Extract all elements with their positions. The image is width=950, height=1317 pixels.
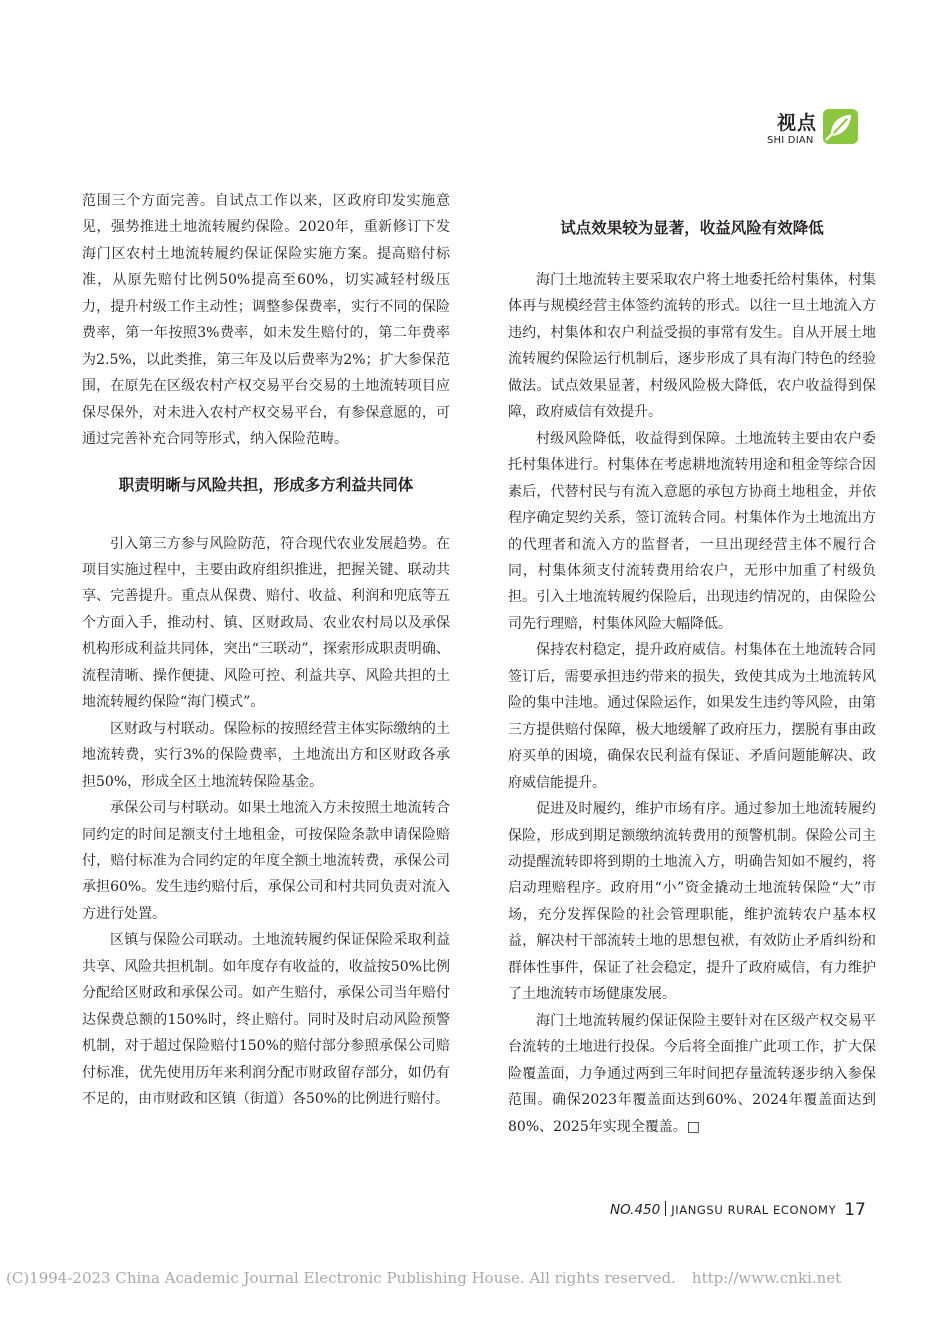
copyright-text: (C)1994-2023 China Academic Journal Electronic Publishing House. All rights reserved. <box>6 1269 676 1287</box>
page-number: 17 <box>844 1200 866 1220</box>
paragraph: 区镇与保险公司联动。土地流转履约保证保险采取利益共享、风险共担机制。如年度存有收益的，收益按50%比例分配给区财政和承保公司。如产生赔付，承保公司当年赔付达保费总额的150%时，终止赔付。同时及时启动风险预警机制，对于超过保险赔付150%的赔付部分参照承保公司赔付标准，优先使用历年来利润分配市财政留存部分，如仍有不足的，由市财政和区镇（街道）各50%的比例进行赔付。 <box>82 932 450 1108</box>
footer-divider <box>665 1201 666 1216</box>
paragraph: 促进及时履约，维护市场有序。通过参加土地流转履约保险，形成到期足额缴纳流转费用的预警机制。保险公司主动提醒流转即将到期的土地流入方，明确告知如不履约，将启动理赔程序。政府用“小”资金撬动土地流转保险“大”市场，充分发挥保险的社会管理职能，维护流转农户基本权益，解决村干部流转土地的思想包袱，有效防止矛盾纠纷和群体性事件，保证了社会稳定，提升了政府威信，有力维护了土地流转市场健康发展。 <box>508 801 876 1003</box>
paragraph: 引入第三方参与风险防范，符合现代农业发展趋势。在项目实施过程中，主要由政府组织推进，把握关键、联动共享、完善提升。重点从保费、赔付、收益、利润和兜底等五个方面入手，推动村、镇、区财政局、农业农村局以及承保机构形成利益共同体，突出“三联动”，探索形成职责明确、流程清晰、操作便捷、风险可控、利益共享、风险共担的土地流转履约保险“海门模式”。 <box>82 535 450 711</box>
journal-name: JIANGSU RURAL ECONOMY <box>671 1203 837 1217</box>
issue-number: NO.450 <box>610 1202 661 1218</box>
section-subtitle: SHI DIAN <box>767 135 814 146</box>
paragraph: 海门土地流转主要采取农户将土地委托给村集体，村集体再与规模经营主体签约流转的形式。以往一旦土地流入方违约，村集体和农户利益受损的事常有发生。自从开展土地流转履约保险运行机制后，逐步形成了具有海门特色的经验做法。试点效果显著，村级风险极大降低，农户收益得到保障，政府威信有效提升。 <box>508 272 876 421</box>
leaf-logo-icon <box>821 107 860 146</box>
section-title: 视点 <box>777 112 818 134</box>
paragraph: 承保公司与村联动。如果土地流入方未按照土地流转合同约定的时间足额支付土地租金，可按保险条款申请保险赔付，赔付标准为合同约定的年度全额土地流转费，承保公司承担60%。发生违约赔付后，承保公司和村共同负责对流入方进行处置。 <box>82 800 450 922</box>
right-column <box>508 188 876 1140</box>
paragraph: 范围三个方面完善。自试点工作以来，区政府印发实施意见，强势推进土地流转履约保险。2020年，重新修订下发海门区农村土地流转履约保证保险实施方案。提高赔付标准，从原先赔付比例50%提高至60%，切实减轻村级压力，提升村级工作主动性；调整参保费率，实行不同的保险费率，第一年按照3%费率，如未发生赔付的，第二年费率为2.5%，以此类推，第三年及以后费率为2%；扩大参保范围，在原先在区级农村产权交易平台交易的土地流转项目应保尽保外，对未进入农村产权交易平台，有参保意愿的，可通过完善补充合同等形式，纳入保险范畴。 <box>82 193 450 448</box>
paragraph: 村级风险降低，收益得到保障。土地流转主要由农户委托村集体进行。村集体在考虑耕地流转用途和租金等综合因素后，代替村民与有流入意愿的承包方协商土地租金，并依程序确定契约关系，签订流转合同。村集体作为土地流出方的代理者和流入方的监督者，一旦出现经营主体不履行合同，村集体须支付流转费用给农户，无形中加重了村级负担。引入土地流转履约保险后，出现违约情况的，由保险公司先行理赔，村集体风险大幅降低。 <box>508 430 876 632</box>
copyright-url: http://www.cnki.net <box>691 1269 842 1287</box>
paragraph: 区财政与村联动。保险标的按照经营主体实际缴纳的土地流转费，实行3%的保险费率，土地流出方和区财政各承担50%，形成全区土地流转保险基金。 <box>82 720 450 790</box>
copyright-notice <box>6 1269 841 1287</box>
left-column <box>82 188 450 1113</box>
paragraph: 海门土地流转履约保证保险主要针对在区级产权交易平台流转的土地进行投保。今后将全面推广此项工作，扩大保险覆盖面，力争通过两到三年时间把存量流转逐步纳入参保范围。确保2023年覆盖面达到60%、2024年覆盖面达到80%、2025年实现全覆盖。□ <box>508 1012 876 1135</box>
section-heading: 试点效果较为显著，收益风险有效降低 <box>560 219 824 237</box>
page-footer <box>610 1199 866 1220</box>
section-heading: 职责明晰与风险共担，形成多方利益共同体 <box>118 475 414 494</box>
paragraph: 保持农村稳定，提升政府威信。村集体在土地流转合同签订后，需要承担违约带来的损失，致使其成为土地流转风险的集中洼地。通过保险运作，如果发生违约等风险，由第三方提供赔付保障，极大地缓解了政府压力，摆脱有事由政府买单的困境，确保农民利益有保证、矛盾问题能解决、政府威信能提升。 <box>508 642 876 791</box>
